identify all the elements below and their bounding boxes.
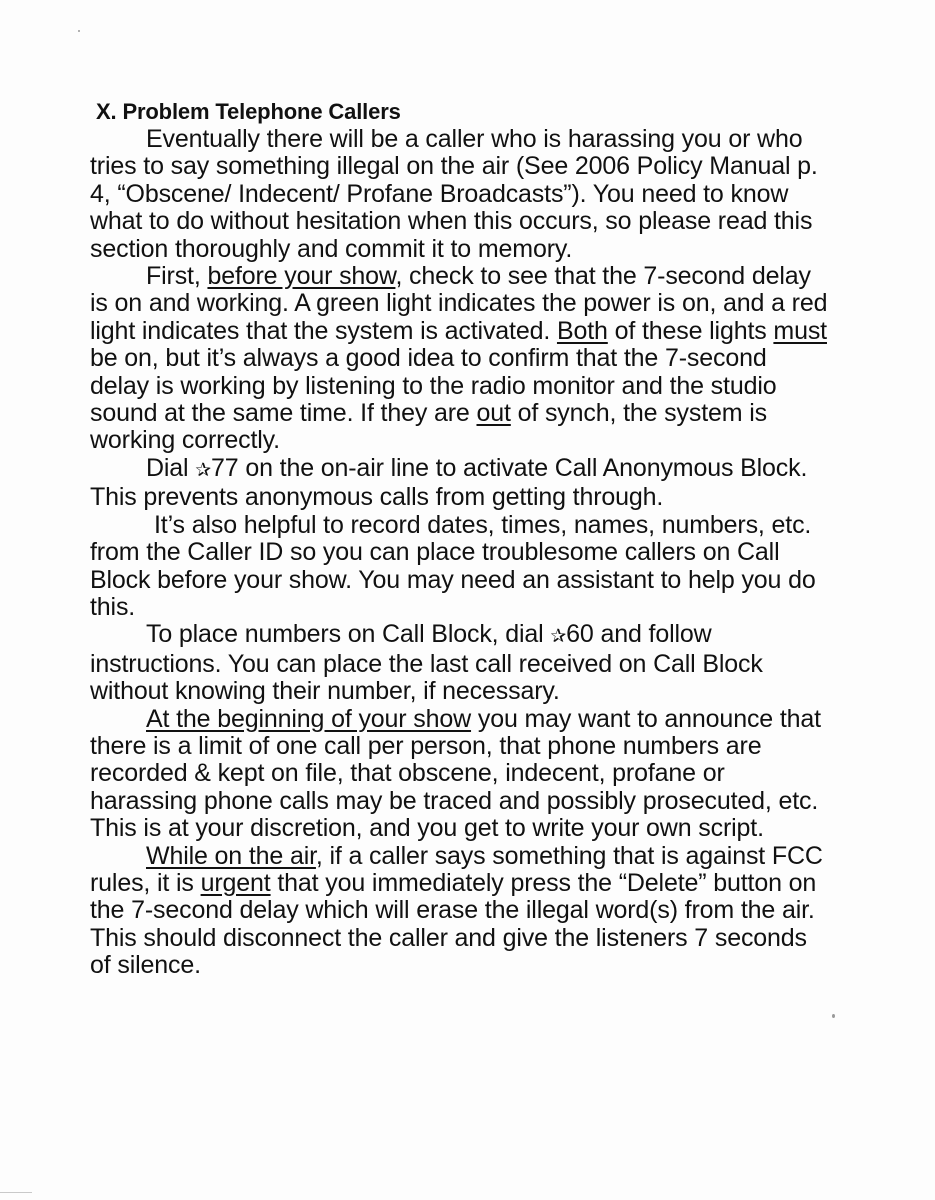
text-run: To place numbers on Call Block, dial <box>146 620 551 649</box>
paragraph-intro <box>90 126 830 263</box>
underlined-text: before your show <box>207 262 396 291</box>
text-run: 60 and follow instructions. You can place the last call received on Call Block without knowing their number, if necessary. <box>90 620 763 706</box>
star-icon: ✰ <box>550 625 567 648</box>
scan-edge-mark <box>0 1192 32 1193</box>
text-run: , if a caller says something that is against FCC rules, it is <box>90 841 823 897</box>
text-run: 77 on the on-air line to activate Call Anonymous Block. This prevents anonymous calls from getting through. <box>90 453 808 512</box>
paragraph-anonymous-block <box>90 455 830 512</box>
underlined-text: Both <box>556 316 608 345</box>
text-run: Dial <box>146 453 196 482</box>
paragraph-call-block <box>90 621 830 705</box>
paragraph-delay-check <box>90 263 830 455</box>
paragraph-show-announcement <box>90 706 830 843</box>
underlined-text: out <box>476 399 511 428</box>
star-icon: ✰ <box>195 458 212 481</box>
underlined-text: At the beginning of your show <box>146 704 472 733</box>
underlined-text: urgent <box>200 868 271 897</box>
paragraph-caller-id <box>90 512 830 622</box>
underlined-text: While on the air <box>146 841 316 870</box>
text-run: be on, but it’s always a good idea to confirm that the 7-second delay is working by listening to the radio monitor and the studio sound at the same time. If they are <box>90 344 777 428</box>
paragraph-text: It’s also helpful to record dates, times, names, numbers, etc. from the Caller ID so you can place troublesome callers on Call Block before your show. You may need an assistant to help you do this. <box>90 510 816 621</box>
paragraph-on-air <box>90 843 830 980</box>
section-heading: X. Problem Telephone Callers <box>96 99 401 124</box>
text-run: of these lights <box>607 316 774 345</box>
text-run: , check to see that the 7-second delay is on and working. A green light indicates the power is on, and a red light indicates that the system is activated. <box>90 262 828 345</box>
text-run: that you immediately press the “Delete” button on the 7-second delay which will erase the illegal word(s) from the air. This should disconnect the caller and give the listeners 7 seconds of silence. <box>90 868 817 980</box>
text-run: First, <box>146 262 208 291</box>
paragraph-text: Eventually there will be a caller who is harassing you or who tries to say something illegal on the air (See 2006 Policy Manual p. 4, “Obscene/ Indecent/ Profane Broadcasts”). You need to know what to do without hesitation when this occurs, so please read this section thoroughly and commit it to memory. <box>90 125 818 263</box>
underlined-text: must <box>773 316 827 345</box>
scan-speck <box>78 30 80 32</box>
scan-speck <box>832 1014 835 1018</box>
text-run: you may want to announce that there is a limit of one call per person, that phone numbers are recorded & kept on file, that obscene, indecent, profane or harassing phone calls may be traced and possibly prosecuted, etc. This is at your discretion, and you get to write your own script. <box>90 704 821 843</box>
text-run: of synch, the system is working correctly. <box>90 399 768 455</box>
document-body <box>90 98 830 980</box>
